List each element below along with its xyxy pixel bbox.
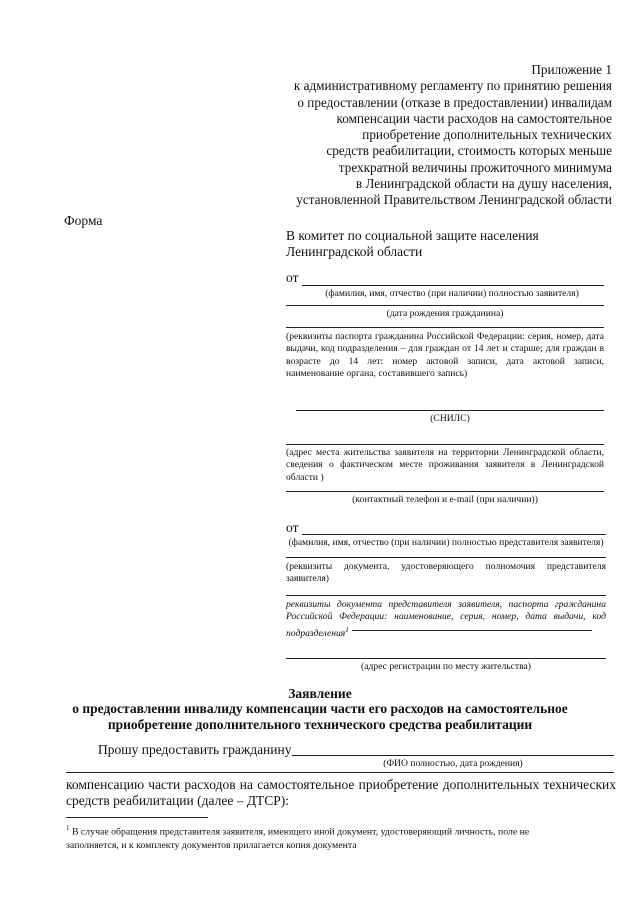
annex-line: установленной Правительством Ленинградской области — [296, 192, 612, 208]
applicant-fio-field[interactable] — [302, 285, 604, 286]
applicant-address-caption: (адрес места жительства заявителя на территории Ленинградской области, сведения о фактическом месте проживания заявителя в Ленинградской области ) — [286, 447, 604, 483]
statement-body-line: компенсацию части расходов на самостоятельное приобретение дополнительных технических — [66, 777, 616, 792]
applicant-passport-field[interactable] — [286, 327, 604, 328]
statement-title: Заявление — [288, 686, 352, 701]
applicant-from-label: от — [286, 270, 299, 285]
annex-line: трехкратной величины прожиточного минимума — [338, 159, 612, 175]
representative-reg-address-caption: (адрес регистрации по месту жительства) — [361, 661, 531, 672]
representative-fio-field[interactable] — [302, 534, 606, 535]
applicant-address-field[interactable] — [286, 444, 604, 445]
representative-authority-field[interactable] — [286, 557, 606, 558]
addressee-line: В комитет по социальной защите населения — [286, 228, 539, 243]
form-label: Форма — [64, 213, 103, 228]
applicant-contact-caption: (контактный телефон и e-mail (при наличии)) — [352, 494, 538, 505]
statement-subtitle-line: приобретение дополнительного технического средства реабилитации — [107, 717, 533, 732]
footnote-line: $^1$ В случае обращения представителя заявителя, имеющего иной документ, удостоверяющий личность, поле не — [66, 824, 530, 838]
applicant-birth-caption: (дата рождения гражданина) — [386, 308, 504, 319]
applicant-fio-caption: (фамилия, имя, отчество (при наличии) полностью заявителя) — [325, 288, 579, 299]
footnote-mark: 1 — [66, 824, 70, 832]
representative-from-label: от — [286, 520, 299, 535]
annex-line: компенсации части расходов на самостоятельное — [336, 110, 612, 126]
annex-block — [252, 62, 612, 209]
request-text: Прошу предоставить гражданину — [98, 742, 292, 757]
statement-body — [66, 777, 616, 809]
statement-subtitle — [40, 701, 600, 733]
annex-line: к административному регламенту по принятию решения — [293, 78, 612, 94]
statement-body-line: средств реабилитации (далее – ДТСР): — [66, 793, 290, 808]
representative-docs-caption: реквизиты документа представителя заявителя, паспорта гражданина Российской Федерации: наименование, серия, номер, дата выдачи, код подразделения$^1$ — [286, 599, 606, 639]
statement-subtitle-line: о предоставлении инвалиду компенсации части его расходов на самостоятельное — [72, 701, 568, 716]
representative-docs-fill-field[interactable] — [352, 630, 592, 631]
footnote-ref: 1 — [345, 625, 349, 634]
citizen-fio-caption: (ФИО полностью, дата рождения) — [383, 758, 523, 769]
citizen-fio-field[interactable] — [292, 755, 614, 756]
addressee-line: Ленинградской области — [286, 244, 423, 259]
representative-authority-caption: (реквизиты документа, удостоверяющего полномочия представителя заявителя) — [286, 561, 606, 585]
applicant-passport-caption: (реквизиты паспорта гражданина Российской Федерации: серия, номер, дата выдачи, код подразделения – для граждан от 14 лет и старше; для граждан в возрасте до 14 лет: номер актовой записи, дата актовой записи, наименование органа, составившего запись) — [286, 331, 604, 379]
annex-line: о предоставлении (отказе в предоставлении) инвалидам — [297, 94, 612, 110]
applicant-birth-field[interactable] — [286, 305, 604, 306]
representative-docs-field[interactable] — [286, 595, 606, 596]
representative-reg-address-field[interactable] — [286, 658, 606, 659]
footnote — [66, 822, 622, 852]
representative-fio-caption: (фамилия, имя, отчество (при наличии) полностью представителя заявителя) — [288, 537, 604, 548]
citizen-fio-continuation-field[interactable] — [66, 772, 614, 773]
applicant-snils-field[interactable] — [296, 410, 604, 411]
addressee-block — [286, 228, 539, 260]
annex-line: приобретение дополнительных технических — [362, 127, 612, 143]
applicant-contact-field[interactable] — [286, 491, 604, 492]
annex-line: в Ленинградской области на душу населения, — [355, 176, 612, 192]
annex-title: Приложение 1 — [531, 62, 612, 77]
footnote-divider — [66, 817, 208, 818]
footnote-line: заполняется, и к комплекту документов прилагается копия документа — [66, 839, 357, 851]
applicant-snils-caption: (СНИЛС) — [430, 413, 470, 424]
annex-line: средств реабилитации, стоимость которых меньше — [326, 143, 612, 159]
